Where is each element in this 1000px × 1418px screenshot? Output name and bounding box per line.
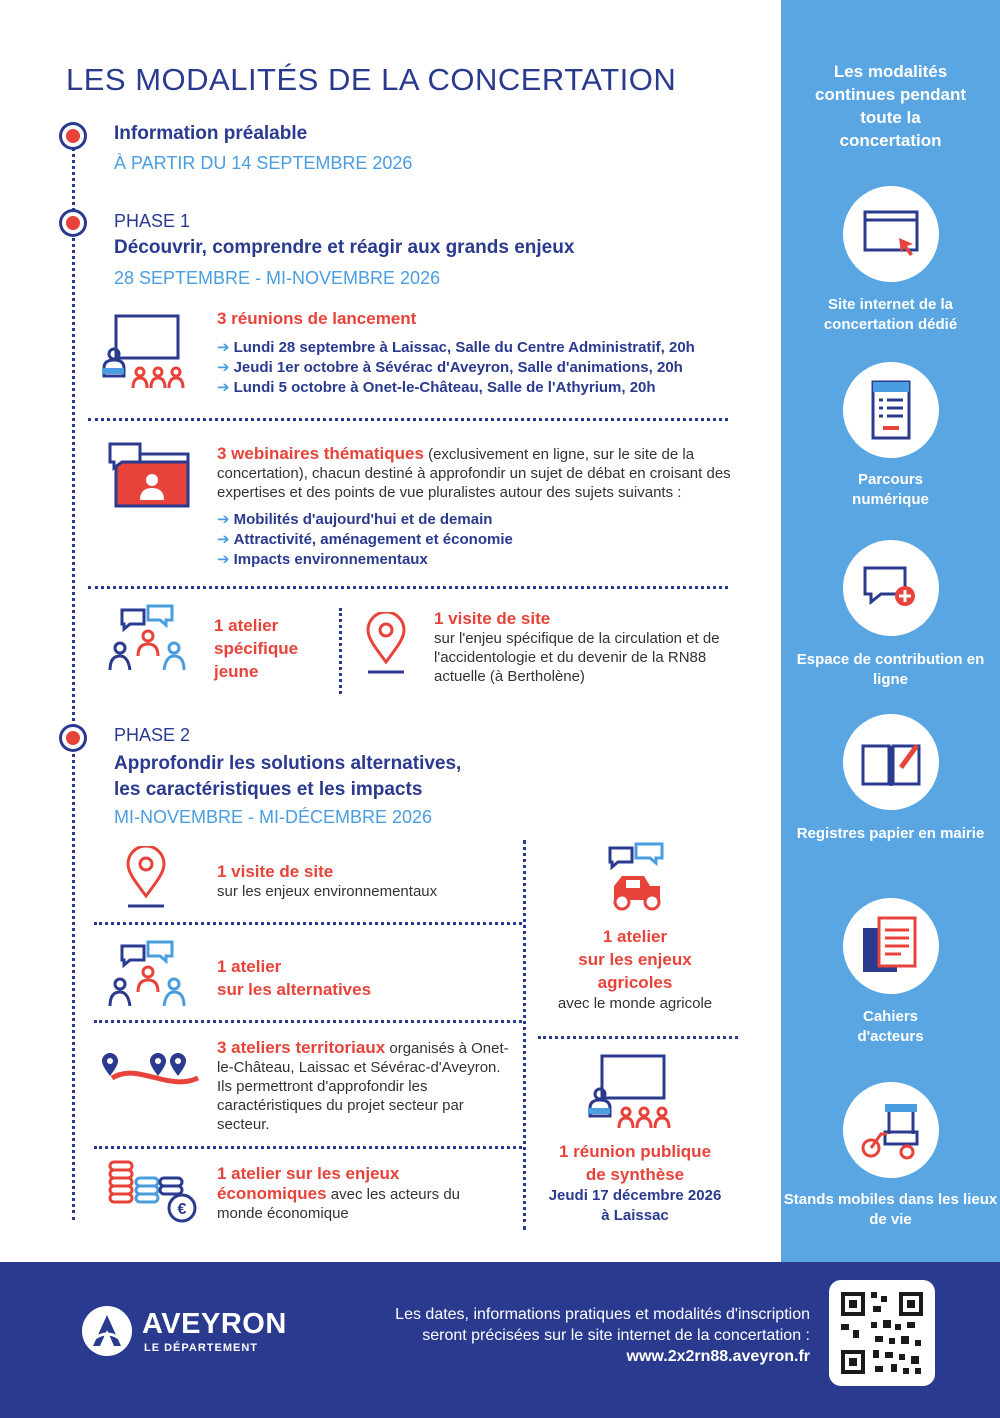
divider <box>94 922 522 925</box>
location-pin-icon <box>364 612 408 676</box>
meeting-icon <box>586 1052 686 1134</box>
divider <box>94 1146 522 1149</box>
logo-name: AVEYRON <box>142 1308 287 1340</box>
reunions-list <box>217 338 757 398</box>
sidebar-item-cahiers: Cahiers d'acteurs <box>857 1008 924 1045</box>
divider <box>523 840 526 1230</box>
bike-stand-icon <box>843 1082 939 1178</box>
webinaires-text: concertation), chacun destiné à approfondir un sujet de débat en croisant des expertises et des points de vue pluralistes autour des sujets suivants : <box>217 465 731 501</box>
sidebar-item-registres: Registres papier en mairie <box>796 825 985 842</box>
visite-title: 1 visite de site <box>434 609 551 628</box>
list-item: ➔ Jeudi 1er octobre à Sévérac d'Aveyron, Salle d'animations, 20h <box>217 359 683 376</box>
sidebar-item-parcours: Parcours numérique <box>852 471 929 508</box>
list-item: ➔ Mobilités d'aujourd'hui et de demain <box>217 511 493 528</box>
divider <box>339 608 342 694</box>
visite-text: sur l'enjeu spécifique de la circulation et de l'accidentologie et du devenir de la RN88 actuelle (à Bertholène) <box>434 630 720 685</box>
browser-icon <box>843 186 939 282</box>
timeline-dot-phase1 <box>62 212 84 234</box>
divider <box>88 418 728 421</box>
footer-url[interactable]: www.2x2rn88.aveyron.fr <box>626 1348 810 1365</box>
svg-text:€: € <box>177 1201 187 1218</box>
phase2-title: Approfondir les solutions alternatives, les caractéristiques et les impacts <box>114 753 462 800</box>
territoriaux-block: 3 ateliers territoriaux organisés à Onet-le-Château, Laissac et Sévérac-d'Aveyron. Ils permettront d'approfondir les caractéristiques du projet secteur par secteur. <box>217 1038 509 1133</box>
tractor-chat-icon <box>606 842 666 914</box>
reunions-title: 3 réunions de lancement <box>217 309 417 328</box>
webinar-icon <box>106 440 190 510</box>
divider <box>94 1020 522 1023</box>
webinaires-list <box>217 510 757 570</box>
webinaires-inline: (exclusivement en ligne, sur le site de la <box>423 446 695 463</box>
info-date: À PARTIR DU 14 SEPTEMBRE 2026 <box>114 153 413 173</box>
synthese-block: 1 réunion publique de synthèse Jeudi 17 décembre 2026 à Laissac <box>548 1142 722 1224</box>
sidebar-heading: Les modalités continues pendant toute la concertation <box>814 62 967 150</box>
phase2-label: PHASE 2 <box>114 725 191 745</box>
webinaires-block <box>217 444 752 502</box>
qr-code-icon[interactable] <box>829 1280 935 1386</box>
footer-info: Les dates, informations pratiques et modalités d'inscription seront précisées sur le site internet de la concertation : www.2x2rn88.aveyron.fr <box>395 1306 810 1365</box>
book-icon <box>843 714 939 810</box>
list-item: ➔ Attractivité, aménagement et économie <box>217 531 513 548</box>
documents-icon <box>843 898 939 994</box>
timeline-dot-info <box>62 125 84 147</box>
list-item: ➔ Lundi 28 septembre à Laissac, Salle du Centre Administratif, 20h <box>217 339 695 356</box>
coins-euro-icon <box>106 1160 198 1224</box>
chat-plus-icon <box>843 540 939 636</box>
workshop-icon <box>108 940 188 1010</box>
phase2-date: MI-NOVEMBRE - MI-DÉCEMBRE 2026 <box>114 807 433 827</box>
visite2-block: 1 visite de site sur les enjeux environnementaux <box>217 862 438 900</box>
atelier-alternatives: 1 atelier sur les alternatives <box>217 957 372 999</box>
sidebar-item-espace: Espace de contribution en ligne <box>796 651 985 688</box>
logo-subtitle: LE DÉPARTEMENT <box>144 1342 259 1354</box>
atelier-jeune: 1 atelier spécifique jeune <box>214 616 299 681</box>
info-title: Information préalable <box>114 123 308 144</box>
visite-block <box>434 609 754 686</box>
timeline-line <box>72 135 75 1220</box>
location-pin-icon <box>124 846 168 910</box>
divider <box>538 1036 738 1039</box>
phase1-title: Découvrir, comprendre et réagir aux grands enjeux <box>114 237 575 258</box>
economique-block: 1 atelier sur les enjeux économiques avec les acteurs du monde économique <box>217 1164 460 1222</box>
agricole-block: 1 atelier sur les enjeux agricoles avec le monde agricole <box>557 927 713 1012</box>
webinaires-title: 3 webinaires thématiques <box>217 444 424 463</box>
form-icon <box>843 362 939 458</box>
workshop-icon <box>108 604 188 674</box>
sidebar-item-stands: Stands mobiles dans les lieux de vie <box>783 1191 998 1228</box>
sidebar-item-site: Site internet de la concertation dédié <box>823 296 958 333</box>
phase1-date: 28 SEPTEMBRE - MI-NOVEMBRE 2026 <box>114 268 441 288</box>
divider <box>88 586 728 589</box>
meeting-icon <box>100 312 200 394</box>
page-title: LES MODALITÉS DE LA CONCERTATION <box>66 62 677 97</box>
aveyron-logo-icon <box>82 1306 132 1356</box>
route-map-icon <box>98 1052 206 1098</box>
list-item: ➔ Lundi 5 octobre à Onet-le-Château, Salle de l'Athyrium, 20h <box>217 379 656 396</box>
list-item: ➔ Impacts environnementaux <box>217 551 428 568</box>
timeline-dot-phase2 <box>62 727 84 749</box>
phase1-label: PHASE 1 <box>114 211 191 231</box>
